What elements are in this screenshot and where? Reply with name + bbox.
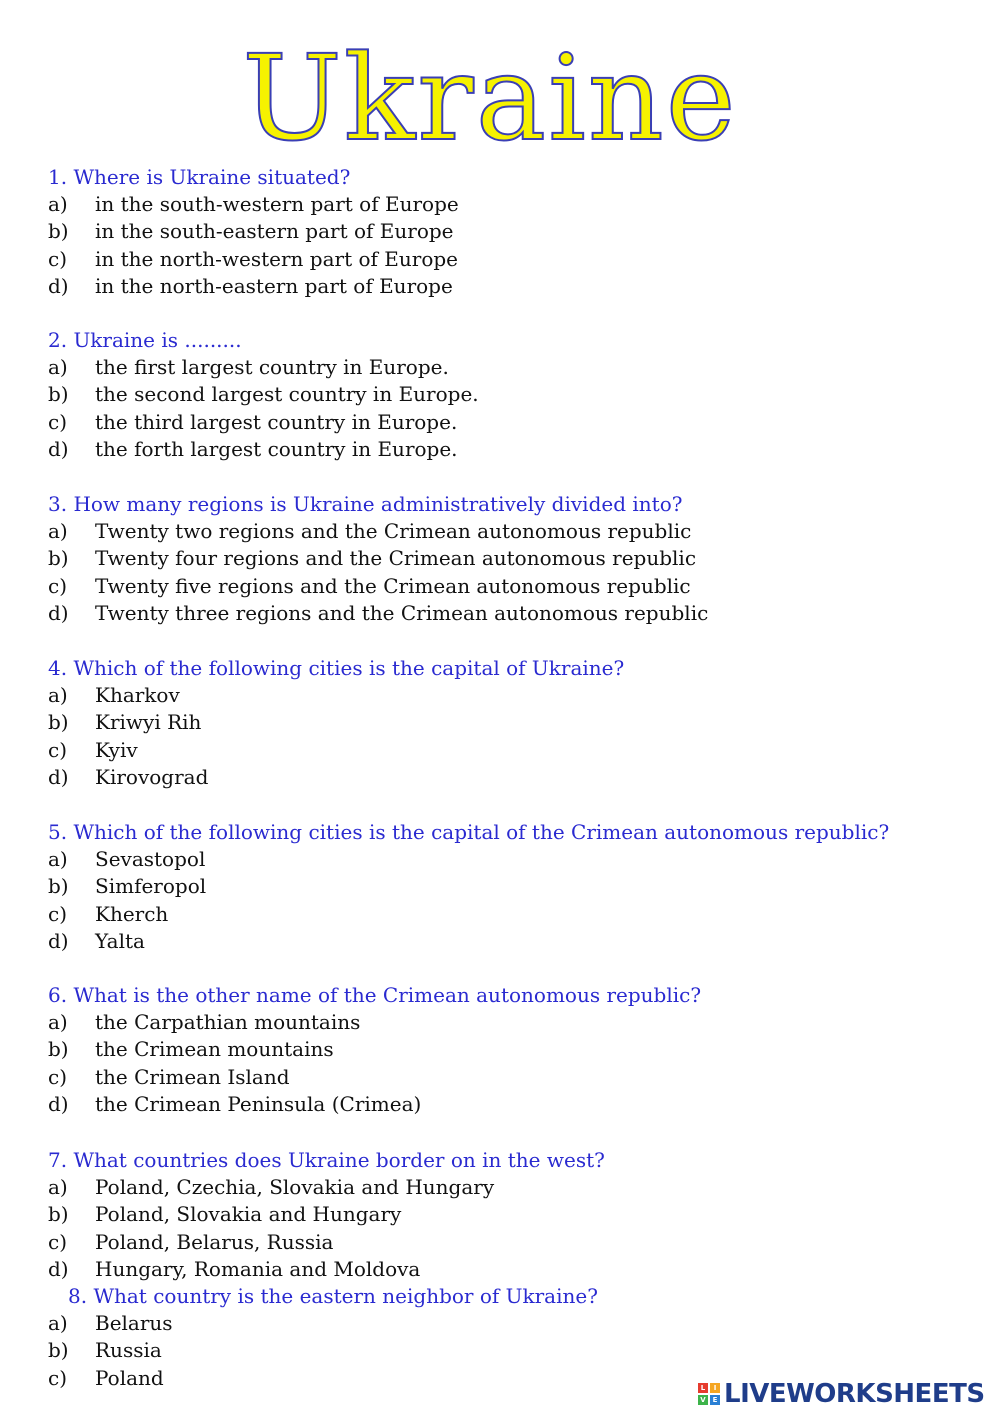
option-text: the Crimean Peninsula (Crimea) xyxy=(95,1091,422,1116)
option-row[interactable] xyxy=(48,682,968,709)
option-text: the Carpathian mountains xyxy=(95,1010,361,1034)
option-text: Twenty two regions and the Crimean autonomous republic xyxy=(95,519,692,543)
option-text: Kirovograd xyxy=(95,764,209,789)
option-letter: a) xyxy=(48,519,68,543)
option-text: Yalta xyxy=(95,928,145,953)
option-text: Simferopol xyxy=(95,874,207,899)
option-letter: a) xyxy=(48,847,68,871)
option-row[interactable] xyxy=(48,928,968,955)
option-letter: b) xyxy=(48,874,69,899)
option-row[interactable] xyxy=(48,1201,968,1228)
option-text: in the south-eastern part of Europe xyxy=(95,219,454,244)
logo-square: I xyxy=(710,1383,720,1393)
option-text: the Crimean mountains xyxy=(95,1037,334,1062)
question-text: 1. Where is Ukraine situated? xyxy=(48,165,351,189)
option-letter: d) xyxy=(48,273,69,298)
option-letter: b) xyxy=(48,710,69,735)
option-row[interactable] xyxy=(48,846,968,873)
option-row[interactable] xyxy=(48,545,968,572)
logo-text: LIVEWORKSHEETS xyxy=(724,1379,985,1409)
option-letter: b) xyxy=(48,1037,69,1062)
option-row[interactable] xyxy=(48,737,968,764)
option-letter: b) xyxy=(48,546,69,571)
option-letter: b) xyxy=(48,1202,69,1227)
option-letter: d) xyxy=(48,600,69,625)
option-row[interactable] xyxy=(48,1091,968,1118)
option-text: Hungary, Romania and Moldova xyxy=(95,1256,421,1281)
option-text: the third largest country in Europe. xyxy=(95,409,458,434)
question-block-8 xyxy=(48,1283,968,1392)
option-row[interactable] xyxy=(48,709,968,736)
question-text: 4. Which of the following cities is the capital of Ukraine? xyxy=(48,656,625,680)
option-letter: d) xyxy=(48,1091,69,1116)
option-row[interactable] xyxy=(48,1256,968,1283)
option-text: Poland, Czechia, Slovakia and Hungary xyxy=(95,1175,495,1199)
option-text: in the north-eastern part of Europe xyxy=(95,273,453,298)
question-block-1 xyxy=(48,164,968,300)
option-row[interactable] xyxy=(48,1229,968,1256)
option-row[interactable] xyxy=(48,191,968,218)
question-text: 2. Ukraine is ......... xyxy=(48,328,242,352)
option-letter: d) xyxy=(48,1256,69,1281)
option-letter: c) xyxy=(48,901,68,926)
question-text: 7. What countries does Ukraine border on in the west? xyxy=(48,1148,605,1172)
question-block-4 xyxy=(48,655,968,791)
option-letter: a) xyxy=(48,355,68,379)
option-row[interactable] xyxy=(48,1064,968,1091)
option-row[interactable] xyxy=(48,1310,968,1337)
option-letter: a) xyxy=(48,192,68,216)
option-letter: a) xyxy=(48,1175,68,1199)
option-text: in the south-western part of Europe xyxy=(95,192,459,216)
question-text: 6. What is the other name of the Crimean autonomous republic? xyxy=(48,983,702,1007)
option-text: the Crimean Island xyxy=(95,1064,290,1089)
option-letter: b) xyxy=(48,219,69,244)
option-text: Russia xyxy=(95,1338,162,1363)
option-text: in the north-western part of Europe xyxy=(95,246,458,271)
option-letter: a) xyxy=(48,1010,68,1034)
option-text: Twenty three regions and the Crimean autonomous republic xyxy=(95,600,709,625)
question-block-6 xyxy=(48,982,968,1118)
option-text: Sevastopol xyxy=(95,847,206,871)
option-text: the forth largest country in Europe. xyxy=(95,436,458,461)
option-letter: d) xyxy=(48,764,69,789)
page-title: Ukraine xyxy=(242,29,738,167)
option-text: Kriwyi Rih xyxy=(95,710,202,735)
question-text: 3. How many regions is Ukraine administratively divided into? xyxy=(48,492,683,516)
option-letter: c) xyxy=(48,1229,68,1254)
question-text: 8. What country is the eastern neighbor of Ukraine? xyxy=(68,1284,598,1308)
option-letter: c) xyxy=(48,1064,68,1089)
option-row[interactable] xyxy=(48,873,968,900)
option-text: the first largest country in Europe. xyxy=(95,355,449,379)
option-text: the second largest country in Europe. xyxy=(95,382,479,407)
option-row[interactable] xyxy=(48,573,968,600)
option-text: Kherch xyxy=(95,901,169,926)
option-row[interactable] xyxy=(48,1337,968,1364)
option-row[interactable] xyxy=(48,1009,968,1036)
option-row[interactable] xyxy=(48,273,968,300)
option-letter: b) xyxy=(48,1338,69,1363)
option-row[interactable] xyxy=(48,354,968,381)
question-block-2 xyxy=(48,327,968,463)
option-row[interactable] xyxy=(48,1174,968,1201)
option-text: Belarus xyxy=(95,1311,173,1335)
option-letter: c) xyxy=(48,737,68,762)
option-row[interactable] xyxy=(48,1036,968,1063)
question-block-3 xyxy=(48,491,968,627)
option-letter: c) xyxy=(48,1365,68,1390)
option-row[interactable] xyxy=(48,518,968,545)
option-letter: c) xyxy=(48,573,68,598)
option-letter: c) xyxy=(48,409,68,434)
option-text: Poland xyxy=(95,1365,164,1390)
option-row[interactable] xyxy=(48,246,968,273)
option-text: Kharkov xyxy=(95,683,180,707)
option-letter: a) xyxy=(48,683,68,707)
option-letter: d) xyxy=(48,436,69,461)
option-text: Poland, Slovakia and Hungary xyxy=(95,1202,402,1227)
option-letter: b) xyxy=(48,382,69,407)
liveworksheets-logo[interactable] xyxy=(698,1377,985,1411)
option-text: Kyiv xyxy=(95,737,138,762)
option-letter: c) xyxy=(48,246,68,271)
logo-square: L xyxy=(698,1383,708,1393)
option-text: Twenty four regions and the Crimean autonomous republic xyxy=(95,546,697,571)
question-text: 5. Which of the following cities is the capital of the Crimean autonomous republic? xyxy=(48,820,890,844)
option-row[interactable] xyxy=(48,381,968,408)
logo-square: E xyxy=(710,1395,720,1405)
option-row[interactable] xyxy=(48,901,968,928)
option-row[interactable] xyxy=(48,764,968,791)
option-letter: d) xyxy=(48,928,69,953)
question-block-7 xyxy=(48,1147,968,1283)
option-letter: a) xyxy=(48,1311,68,1335)
question-block-5 xyxy=(48,819,968,955)
option-row[interactable] xyxy=(48,218,968,245)
option-text: Twenty five regions and the Crimean autonomous republic xyxy=(95,573,691,598)
option-row[interactable] xyxy=(48,600,968,627)
option-row[interactable] xyxy=(48,436,968,463)
logo-square: V xyxy=(698,1395,708,1405)
logo-mark-icon xyxy=(698,1383,720,1405)
option-row[interactable] xyxy=(48,409,968,436)
option-text: Poland, Belarus, Russia xyxy=(95,1229,334,1254)
